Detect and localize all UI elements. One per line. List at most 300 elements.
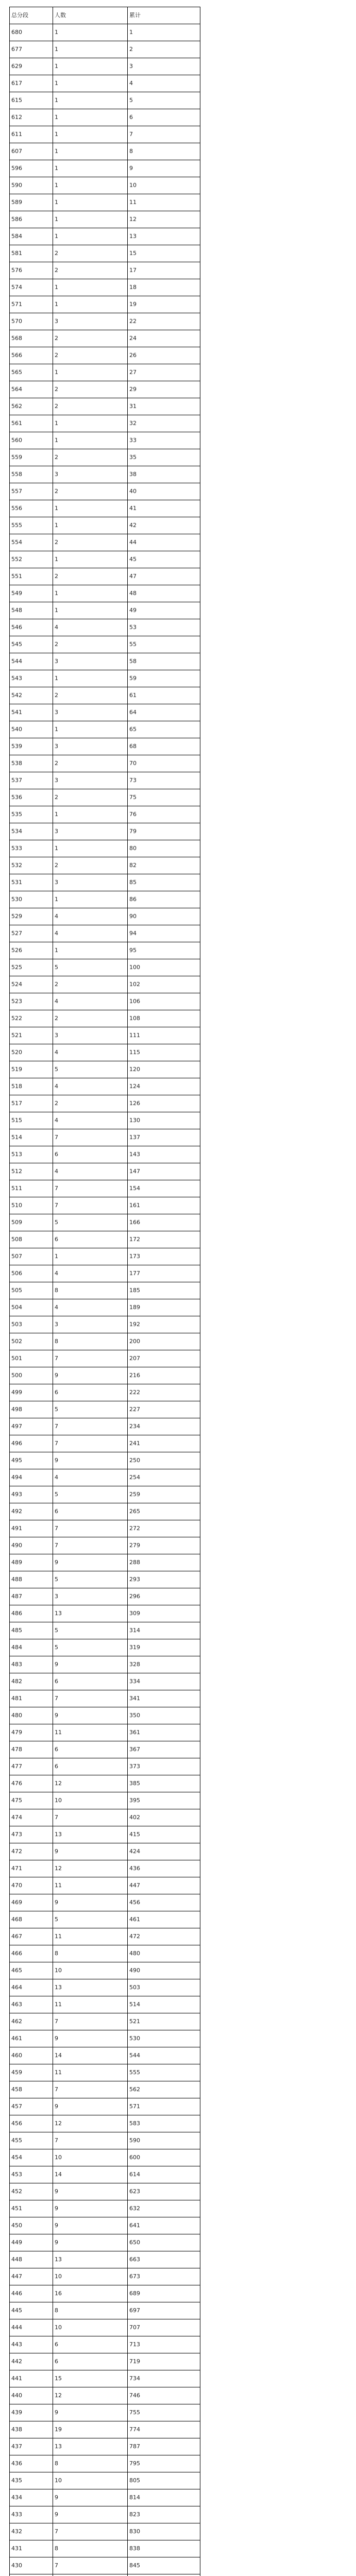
score-cell[interactable]: 443: [10, 2336, 53, 2353]
cumulative-cell[interactable]: 40: [128, 483, 200, 500]
count-cell[interactable]: 4: [53, 925, 128, 942]
count-cell[interactable]: [53, 2574, 128, 2576]
count-cell[interactable]: 1: [53, 211, 128, 228]
cumulative-cell[interactable]: 296: [128, 1588, 200, 1605]
cumulative-cell[interactable]: 350: [128, 1707, 200, 1724]
count-cell[interactable]: 9: [53, 2098, 128, 2115]
score-cell[interactable]: 450: [10, 2217, 53, 2234]
score-cell[interactable]: 489: [10, 1554, 53, 1571]
score-cell[interactable]: 445: [10, 2302, 53, 2319]
cumulative-cell[interactable]: 272: [128, 1520, 200, 1537]
count-cell[interactable]: 11: [53, 1928, 128, 1945]
count-cell[interactable]: 1: [53, 126, 128, 143]
cumulative-cell[interactable]: 172: [128, 1231, 200, 1248]
score-cell[interactable]: 533: [10, 840, 53, 857]
count-cell[interactable]: 9: [53, 1452, 128, 1469]
count-cell[interactable]: 3: [53, 653, 128, 670]
count-cell[interactable]: 8: [53, 2302, 128, 2319]
cumulative-cell[interactable]: 415: [128, 1826, 200, 1843]
count-cell[interactable]: 3: [53, 874, 128, 891]
cumulative-cell[interactable]: 22: [128, 313, 200, 330]
score-cell[interactable]: 517: [10, 1095, 53, 1112]
cumulative-cell[interactable]: 341: [128, 1690, 200, 1707]
cumulative-cell[interactable]: 100: [128, 959, 200, 976]
count-cell[interactable]: 5: [53, 1486, 128, 1503]
count-cell[interactable]: 2: [53, 857, 128, 874]
score-cell[interactable]: 536: [10, 789, 53, 806]
cumulative-cell[interactable]: 385: [128, 1775, 200, 1792]
score-cell[interactable]: 455: [10, 2132, 53, 2149]
cumulative-cell[interactable]: 241: [128, 1435, 200, 1452]
count-cell[interactable]: 12: [53, 2387, 128, 2404]
cumulative-cell[interactable]: 395: [128, 1792, 200, 1809]
cumulative-cell[interactable]: 47: [128, 568, 200, 585]
score-cell[interactable]: 454: [10, 2149, 53, 2166]
score-cell[interactable]: 530: [10, 891, 53, 908]
cumulative-cell[interactable]: 641: [128, 2217, 200, 2234]
score-cell[interactable]: 562: [10, 398, 53, 415]
count-cell[interactable]: 1: [53, 585, 128, 602]
cumulative-cell[interactable]: 126: [128, 1095, 200, 1112]
cumulative-cell[interactable]: 86: [128, 891, 200, 908]
score-cell[interactable]: 488: [10, 1571, 53, 1588]
score-cell[interactable]: 527: [10, 925, 53, 942]
cumulative-cell[interactable]: 115: [128, 1044, 200, 1061]
cumulative-cell[interactable]: 530: [128, 2030, 200, 2047]
score-cell[interactable]: 492: [10, 1503, 53, 1520]
count-cell[interactable]: 5: [53, 1911, 128, 1928]
score-cell[interactable]: 449: [10, 2234, 53, 2251]
cumulative-cell[interactable]: 328: [128, 1656, 200, 1673]
score-cell[interactable]: 447: [10, 2268, 53, 2285]
count-cell[interactable]: 1: [53, 517, 128, 534]
count-cell[interactable]: 1: [53, 109, 128, 126]
cumulative-cell[interactable]: 143: [128, 1146, 200, 1163]
count-cell[interactable]: 1: [53, 194, 128, 211]
score-cell[interactable]: 448: [10, 2251, 53, 2268]
cumulative-cell[interactable]: 222: [128, 1384, 200, 1401]
score-cell[interactable]: 444: [10, 2319, 53, 2336]
cumulative-cell[interactable]: 838: [128, 2540, 200, 2557]
score-cell[interactable]: 508: [10, 1231, 53, 1248]
cumulative-cell[interactable]: 12: [128, 211, 200, 228]
score-cell[interactable]: 525: [10, 959, 53, 976]
cumulative-cell[interactable]: 227: [128, 1401, 200, 1418]
cumulative-cell[interactable]: 293: [128, 1571, 200, 1588]
count-cell[interactable]: 4: [53, 1469, 128, 1486]
cumulative-cell[interactable]: 697: [128, 2302, 200, 2319]
cumulative-cell[interactable]: 64: [128, 704, 200, 721]
count-cell[interactable]: 11: [53, 2064, 128, 2081]
count-cell[interactable]: 1: [53, 143, 128, 160]
score-cell[interactable]: 512: [10, 1163, 53, 1180]
cumulative-cell[interactable]: 279: [128, 1537, 200, 1554]
cumulative-cell[interactable]: 192: [128, 1316, 200, 1333]
cumulative-cell[interactable]: 472: [128, 1928, 200, 1945]
count-cell[interactable]: 8: [53, 1282, 128, 1299]
cumulative-cell[interactable]: 79: [128, 823, 200, 840]
cumulative-cell[interactable]: 6: [128, 109, 200, 126]
cumulative-cell[interactable]: 147: [128, 1163, 200, 1180]
count-cell[interactable]: 2: [53, 1095, 128, 1112]
cumulative-cell[interactable]: 845: [128, 2557, 200, 2574]
count-cell[interactable]: 3: [53, 738, 128, 755]
score-cell[interactable]: 501: [10, 1350, 53, 1367]
score-cell[interactable]: 460: [10, 2047, 53, 2064]
score-cell[interactable]: 535: [10, 806, 53, 823]
count-cell[interactable]: 4: [53, 908, 128, 925]
count-cell[interactable]: 3: [53, 466, 128, 483]
cumulative-cell[interactable]: 32: [128, 415, 200, 432]
score-cell[interactable]: 467: [10, 1928, 53, 1945]
score-cell[interactable]: 441: [10, 2370, 53, 2387]
score-cell[interactable]: 435: [10, 2472, 53, 2489]
cumulative-cell[interactable]: 632: [128, 2200, 200, 2217]
count-cell[interactable]: 9: [53, 1656, 128, 1673]
count-cell[interactable]: 3: [53, 823, 128, 840]
score-cell[interactable]: 487: [10, 1588, 53, 1605]
score-cell[interactable]: 430: [10, 2557, 53, 2574]
score-cell[interactable]: 480: [10, 1707, 53, 1724]
score-cell[interactable]: 458: [10, 2081, 53, 2098]
cumulative-cell[interactable]: 65: [128, 721, 200, 738]
score-cell[interactable]: 607: [10, 143, 53, 160]
score-cell[interactable]: 509: [10, 1214, 53, 1231]
cumulative-cell[interactable]: 76: [128, 806, 200, 823]
cumulative-cell[interactable]: 614: [128, 2166, 200, 2183]
count-cell[interactable]: 9: [53, 2200, 128, 2217]
count-cell[interactable]: 7: [53, 1690, 128, 1707]
score-cell[interactable]: 561: [10, 415, 53, 432]
count-cell[interactable]: 1: [53, 228, 128, 245]
count-cell[interactable]: 2: [53, 483, 128, 500]
score-cell[interactable]: 677: [10, 41, 53, 58]
cumulative-cell[interactable]: 80: [128, 840, 200, 857]
count-cell[interactable]: 2: [53, 449, 128, 466]
cumulative-cell[interactable]: 514: [128, 1996, 200, 2013]
cumulative-cell[interactable]: 216: [128, 1367, 200, 1384]
count-cell[interactable]: 2: [53, 568, 128, 585]
score-cell[interactable]: 490: [10, 1537, 53, 1554]
score-cell[interactable]: 586: [10, 211, 53, 228]
score-cell[interactable]: 466: [10, 1945, 53, 1962]
cumulative-cell[interactable]: 490: [128, 1962, 200, 1979]
cumulative-cell[interactable]: 11: [128, 194, 200, 211]
cumulative-cell[interactable]: 161: [128, 1197, 200, 1214]
score-cell[interactable]: 584: [10, 228, 53, 245]
count-cell[interactable]: 2: [53, 636, 128, 653]
score-cell[interactable]: 453: [10, 2166, 53, 2183]
score-cell[interactable]: 629: [10, 58, 53, 75]
score-cell[interactable]: 558: [10, 466, 53, 483]
count-cell[interactable]: 5: [53, 1571, 128, 1588]
cumulative-cell[interactable]: 623: [128, 2183, 200, 2200]
cumulative-cell[interactable]: 830: [128, 2523, 200, 2540]
cumulative-cell[interactable]: 8: [128, 143, 200, 160]
score-cell[interactable]: 491: [10, 1520, 53, 1537]
score-cell[interactable]: 465: [10, 1962, 53, 1979]
count-cell[interactable]: 10: [53, 2268, 128, 2285]
header-cumulative[interactable]: 累计: [128, 7, 200, 24]
count-cell[interactable]: 13: [53, 1605, 128, 1622]
score-cell[interactable]: 469: [10, 1894, 53, 1911]
count-cell[interactable]: 1: [53, 24, 128, 41]
score-cell[interactable]: 549: [10, 585, 53, 602]
count-cell[interactable]: 2: [53, 347, 128, 364]
count-cell[interactable]: 7: [53, 1129, 128, 1146]
count-cell[interactable]: 11: [53, 1877, 128, 1894]
score-cell[interactable]: 464: [10, 1979, 53, 1996]
count-cell[interactable]: 1: [53, 279, 128, 296]
cumulative-cell[interactable]: 673: [128, 2268, 200, 2285]
score-cell[interactable]: 456: [10, 2115, 53, 2132]
score-cell[interactable]: 498: [10, 1401, 53, 1418]
score-cell[interactable]: 680: [10, 24, 53, 41]
cumulative-cell[interactable]: 10: [128, 177, 200, 194]
count-cell[interactable]: 6: [53, 1758, 128, 1775]
score-cell[interactable]: 439: [10, 2404, 53, 2421]
cumulative-cell[interactable]: 562: [128, 2081, 200, 2098]
score-cell[interactable]: 438: [10, 2421, 53, 2438]
count-cell[interactable]: 9: [53, 2489, 128, 2506]
cumulative-cell[interactable]: 90: [128, 908, 200, 925]
count-cell[interactable]: 2: [53, 534, 128, 551]
score-cell[interactable]: 497: [10, 1418, 53, 1435]
count-cell[interactable]: 7: [53, 1537, 128, 1554]
score-cell[interactable]: 537: [10, 772, 53, 789]
score-cell[interactable]: 451: [10, 2200, 53, 2217]
score-cell[interactable]: 503: [10, 1316, 53, 1333]
score-cell[interactable]: 511: [10, 1180, 53, 1197]
cumulative-cell[interactable]: 309: [128, 1605, 200, 1622]
cumulative-cell[interactable]: 456: [128, 1894, 200, 1911]
score-cell[interactable]: 520: [10, 1044, 53, 1061]
count-cell[interactable]: 2: [53, 976, 128, 993]
cumulative-cell[interactable]: 823: [128, 2506, 200, 2523]
cumulative-cell[interactable]: 48: [128, 585, 200, 602]
cumulative-cell[interactable]: 166: [128, 1214, 200, 1231]
count-cell[interactable]: 8: [53, 2540, 128, 2557]
score-cell[interactable]: 504: [10, 1299, 53, 1316]
count-cell[interactable]: 9: [53, 2030, 128, 2047]
cumulative-cell[interactable]: 544: [128, 2047, 200, 2064]
score-cell[interactable]: 523: [10, 993, 53, 1010]
score-cell[interactable]: 521: [10, 1027, 53, 1044]
score-cell[interactable]: 534: [10, 823, 53, 840]
count-cell[interactable]: 3: [53, 1588, 128, 1605]
score-cell[interactable]: 505: [10, 1282, 53, 1299]
count-cell[interactable]: 10: [53, 1792, 128, 1809]
score-cell[interactable]: 472: [10, 1843, 53, 1860]
count-cell[interactable]: 2: [53, 262, 128, 279]
cumulative-cell[interactable]: 555: [128, 2064, 200, 2081]
count-cell[interactable]: 1: [53, 500, 128, 517]
count-cell[interactable]: 13: [53, 1826, 128, 1843]
score-cell[interactable]: 554: [10, 534, 53, 551]
score-cell[interactable]: 551: [10, 568, 53, 585]
score-cell[interactable]: 540: [10, 721, 53, 738]
score-cell[interactable]: 479: [10, 1724, 53, 1741]
score-cell[interactable]: 471: [10, 1860, 53, 1877]
count-cell[interactable]: 5: [53, 959, 128, 976]
count-cell[interactable]: 8: [53, 2455, 128, 2472]
score-cell[interactable]: 433: [10, 2506, 53, 2523]
score-cell[interactable]: 543: [10, 670, 53, 687]
count-cell[interactable]: 10: [53, 2472, 128, 2489]
cumulative-cell[interactable]: 200: [128, 1333, 200, 1350]
count-cell[interactable]: 12: [53, 1860, 128, 1877]
score-cell[interactable]: 522: [10, 1010, 53, 1027]
count-cell[interactable]: 2: [53, 381, 128, 398]
cumulative-cell[interactable]: 13: [128, 228, 200, 245]
score-cell[interactable]: 574: [10, 279, 53, 296]
cumulative-cell[interactable]: 713: [128, 2336, 200, 2353]
count-cell[interactable]: 7: [53, 1809, 128, 1826]
score-cell[interactable]: 546: [10, 619, 53, 636]
count-cell[interactable]: 6: [53, 1146, 128, 1163]
count-cell[interactable]: 7: [53, 1418, 128, 1435]
count-cell[interactable]: 1: [53, 432, 128, 449]
score-cell[interactable]: 564: [10, 381, 53, 398]
cumulative-cell[interactable]: 480: [128, 1945, 200, 1962]
cumulative-cell[interactable]: 31: [128, 398, 200, 415]
cumulative-cell[interactable]: 9: [128, 160, 200, 177]
cumulative-cell[interactable]: 521: [128, 2013, 200, 2030]
cumulative-cell[interactable]: 314: [128, 1622, 200, 1639]
count-cell[interactable]: 5: [53, 1401, 128, 1418]
score-cell[interactable]: 529: [10, 908, 53, 925]
cumulative-cell[interactable]: 75: [128, 789, 200, 806]
score-cell[interactable]: 440: [10, 2387, 53, 2404]
count-cell[interactable]: 19: [53, 2421, 128, 2438]
count-cell[interactable]: 13: [53, 1979, 128, 1996]
cumulative-cell[interactable]: 250: [128, 1452, 200, 1469]
count-cell[interactable]: 10: [53, 2319, 128, 2336]
score-cell[interactable]: 495: [10, 1452, 53, 1469]
cumulative-cell[interactable]: 38: [128, 466, 200, 483]
cumulative-cell[interactable]: 583: [128, 2115, 200, 2132]
cumulative-cell[interactable]: 55: [128, 636, 200, 653]
score-cell[interactable]: 557: [10, 483, 53, 500]
score-cell[interactable]: 581: [10, 245, 53, 262]
cumulative-cell[interactable]: 746: [128, 2387, 200, 2404]
score-cell[interactable]: 590: [10, 177, 53, 194]
score-cell[interactable]: 494: [10, 1469, 53, 1486]
count-cell[interactable]: 9: [53, 1843, 128, 1860]
cumulative-cell[interactable]: 265: [128, 1503, 200, 1520]
score-cell[interactable]: 506: [10, 1265, 53, 1282]
score-cell[interactable]: 463: [10, 1996, 53, 2013]
score-cell[interactable]: 473: [10, 1826, 53, 1843]
count-cell[interactable]: 7: [53, 1520, 128, 1537]
score-cell[interactable]: 459: [10, 2064, 53, 2081]
count-cell[interactable]: 1: [53, 160, 128, 177]
count-cell[interactable]: 7: [53, 2557, 128, 2574]
count-cell[interactable]: 6: [53, 1503, 128, 1520]
score-cell[interactable]: 566: [10, 347, 53, 364]
cumulative-cell[interactable]: 189: [128, 1299, 200, 1316]
count-cell[interactable]: 7: [53, 2013, 128, 2030]
cumulative-cell[interactable]: 185: [128, 1282, 200, 1299]
score-cell[interactable]: 442: [10, 2353, 53, 2370]
header-count[interactable]: 人数: [53, 7, 128, 24]
count-cell[interactable]: 4: [53, 1044, 128, 1061]
score-cell[interactable]: 474: [10, 1809, 53, 1826]
score-cell[interactable]: 513: [10, 1146, 53, 1163]
score-cell[interactable]: 486: [10, 1605, 53, 1622]
cumulative-cell[interactable]: 254: [128, 1469, 200, 1486]
count-cell[interactable]: 5: [53, 1061, 128, 1078]
cumulative-cell[interactable]: 719: [128, 2353, 200, 2370]
cumulative-cell[interactable]: 734: [128, 2370, 200, 2387]
count-cell[interactable]: 5: [53, 1622, 128, 1639]
count-cell[interactable]: 7: [53, 1180, 128, 1197]
cumulative-cell[interactable]: 707: [128, 2319, 200, 2336]
count-cell[interactable]: 2: [53, 1010, 128, 1027]
score-cell[interactable]: 510: [10, 1197, 53, 1214]
score-cell[interactable]: 434: [10, 2489, 53, 2506]
cumulative-cell[interactable]: 7: [128, 126, 200, 143]
score-cell[interactable]: 502: [10, 1333, 53, 1350]
score-cell[interactable]: 589: [10, 194, 53, 211]
count-cell[interactable]: 6: [53, 1231, 128, 1248]
cumulative-cell[interactable]: 447: [128, 1877, 200, 1894]
score-cell[interactable]: 576: [10, 262, 53, 279]
score-cell[interactable]: 507: [10, 1248, 53, 1265]
cumulative-cell[interactable]: 24: [128, 330, 200, 347]
cumulative-cell[interactable]: 689: [128, 2285, 200, 2302]
cumulative-cell[interactable]: 49: [128, 602, 200, 619]
cumulative-cell[interactable]: 41: [128, 500, 200, 517]
cumulative-cell[interactable]: 402: [128, 1809, 200, 1826]
cumulative-cell[interactable]: 373: [128, 1758, 200, 1775]
count-cell[interactable]: 4: [53, 1265, 128, 1282]
score-cell[interactable]: 615: [10, 92, 53, 109]
cumulative-cell[interactable]: 334: [128, 1673, 200, 1690]
score-cell[interactable]: [10, 2574, 53, 2576]
count-cell[interactable]: 8: [53, 1333, 128, 1350]
count-cell[interactable]: 4: [53, 1112, 128, 1129]
score-cell[interactable]: 478: [10, 1741, 53, 1758]
cumulative-cell[interactable]: 108: [128, 1010, 200, 1027]
count-cell[interactable]: 1: [53, 840, 128, 857]
score-cell[interactable]: 461: [10, 2030, 53, 2047]
count-cell[interactable]: 9: [53, 2506, 128, 2523]
score-cell[interactable]: 482: [10, 1673, 53, 1690]
cumulative-cell[interactable]: 571: [128, 2098, 200, 2115]
cumulative-cell[interactable]: 795: [128, 2455, 200, 2472]
count-cell[interactable]: 11: [53, 1996, 128, 2013]
score-cell[interactable]: 452: [10, 2183, 53, 2200]
score-cell[interactable]: 552: [10, 551, 53, 568]
score-cell[interactable]: 496: [10, 1435, 53, 1452]
cumulative-cell[interactable]: 17: [128, 262, 200, 279]
count-cell[interactable]: 3: [53, 313, 128, 330]
cumulative-cell[interactable]: 95: [128, 942, 200, 959]
cumulative-cell[interactable]: 503: [128, 1979, 200, 1996]
header-score[interactable]: 总分段: [10, 7, 53, 24]
score-cell[interactable]: 538: [10, 755, 53, 772]
cumulative-cell[interactable]: 787: [128, 2438, 200, 2455]
cumulative-cell[interactable]: 45: [128, 551, 200, 568]
count-cell[interactable]: 1: [53, 806, 128, 823]
cumulative-cell[interactable]: 27: [128, 364, 200, 381]
cumulative-cell[interactable]: 102: [128, 976, 200, 993]
cumulative-cell[interactable]: 774: [128, 2421, 200, 2438]
score-cell[interactable]: 470: [10, 1877, 53, 1894]
score-cell[interactable]: 531: [10, 874, 53, 891]
count-cell[interactable]: 2: [53, 755, 128, 772]
